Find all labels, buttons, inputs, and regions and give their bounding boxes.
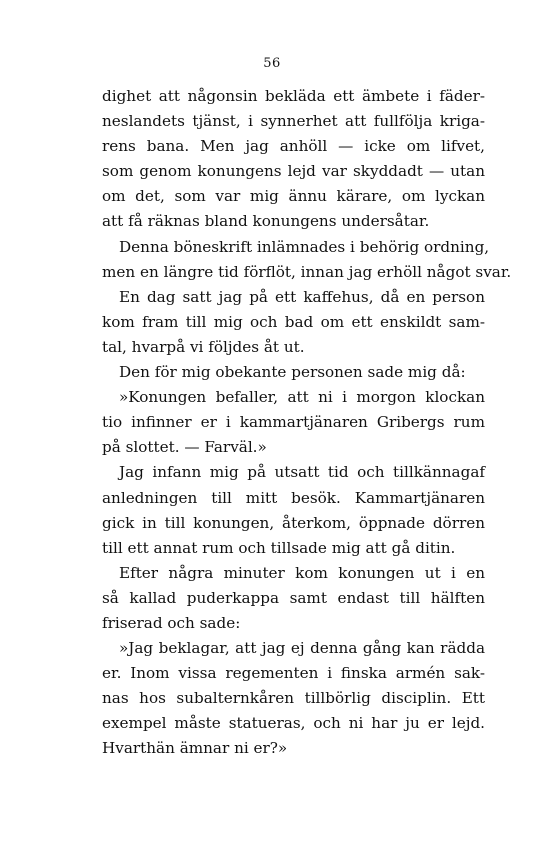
page-number: 56 (263, 56, 281, 71)
text-line: »Jag beklagar, att jag ej denna gång kan rädda (119, 639, 485, 658)
text-line: Jag infann mig på utsatt tid och tillkännagaf (119, 463, 485, 482)
text-line: gick in till konungen, återkom, öppnade dörren (102, 513, 485, 532)
text-line: anledningen till mitt besök. Kammartjänaren (102, 488, 485, 507)
text-line: neslandets tjänst, i synnerhet att fullfölja kriga- (102, 112, 485, 131)
text-line: Efter några minuter kom konungen ut i en (119, 563, 485, 582)
text-line: som genom konungens lejd var skyddadt — utan (102, 162, 485, 181)
body-text (102, 84, 512, 762)
text-line: rens bana. Men jag anhöll — icke om lifvet, (102, 137, 485, 156)
text-line: er. Inom vissa regementen i finska armén sak- (102, 664, 485, 683)
text-line: om det, som var mig ännu kärare, om lyckan (102, 187, 485, 206)
text-line: nas hos subalternkåren tillbörlig disciplin. Ett (102, 689, 485, 708)
text-line: exempel måste statueras, och ni har ju er lejd. (102, 714, 485, 733)
text-line: Denna böneskrift inlämnades i behörig ordning, (119, 237, 490, 256)
text-line: men en längre tid förflöt, innan jag erhöll något svar. (102, 262, 512, 281)
text-line: tio infinner er i kammartjänaren Gribergs rum (102, 413, 485, 432)
text-line: »Konungen befaller, att ni i morgon klockan (119, 388, 485, 407)
text-line: dighet att någonsin bekläda ett ämbete i fäder- (102, 87, 485, 105)
text-line: på slottet. — Farväl.» (102, 438, 267, 457)
text-line: Hvarthän ämnar ni er?» (102, 739, 288, 758)
text-line: att få räknas bland konungens undersåtar. (102, 212, 430, 231)
text-line: så kallad puderkappa samt endast till hälften (102, 588, 485, 607)
text-line: kom fram till mig och bad om ett enskildt sam- (102, 312, 485, 331)
text-line: Den för mig obekante personen sade mig då: (119, 363, 466, 382)
text-line: friserad och sade: (102, 613, 241, 632)
text-line: En dag satt jag på ett kaffehus, då en person (119, 287, 485, 306)
text-line: tal, hvarpå vi följdes åt ut. (102, 337, 305, 356)
text-line: till ett annat rum och tillsade mig att gå ditin. (102, 538, 456, 557)
